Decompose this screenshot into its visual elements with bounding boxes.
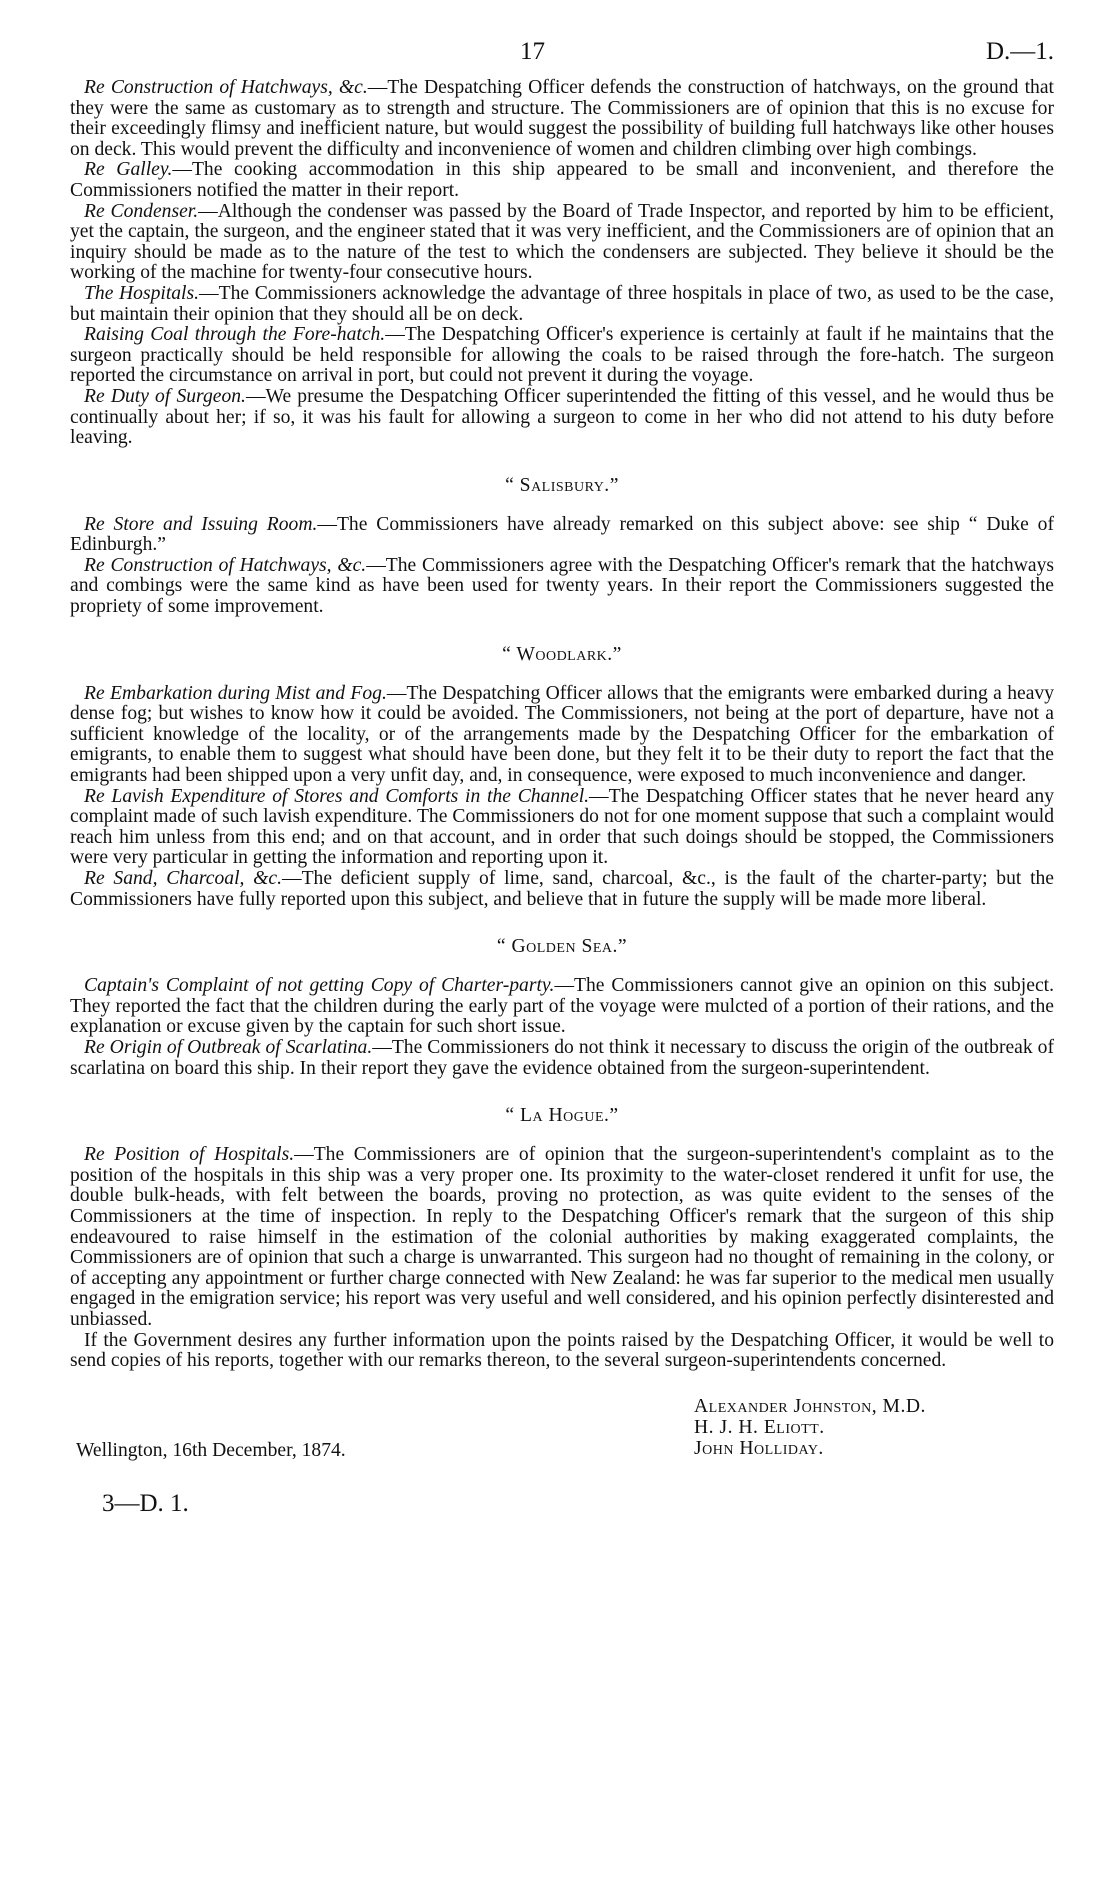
remark-paragraph xyxy=(70,869,1054,910)
remark-lead: Re Store and Issuing Room. xyxy=(84,513,318,535)
remark-text: If the Government desires any further information upon the points raised by the Despatching Officer, it would be well to send copies of his reports, together with our remarks thereon, to the several surgeon-superintendents concerned. xyxy=(70,1329,1054,1372)
remark-paragraph xyxy=(70,78,1054,160)
remark-lead: Re Construction of Hatchways, &c. xyxy=(84,554,367,576)
remark-paragraph xyxy=(70,1331,1054,1372)
ship-section-title: “ La Hogue.” xyxy=(505,1105,619,1127)
remark-paragraph xyxy=(70,325,1054,387)
ship-section-title: “ Woodlark.” xyxy=(502,643,622,665)
remark-text: —The Commissioners are of opinion that the surgeon-superintendent's complaint as to the position of the hospitals in this ship was a very proper one. Its proximity to the water-closet rendered it unfit for use, the double bulk-heads, with felt between the boards, proving no protection, as was quite evident to the senses of the Commissioners at the time of inspection. In reply to the Despatching Officer's remark that the surgeon of this ship endeavoured to raise himself in the estimation of the colonial authorities by making exaggerated complaints, the Commissioners are of opinion that such a charge is unwarranted. This surgeon had no thought of remaining in the colony, or of accepting any appointment or further charge connected with New Zealand: he was far superior to the medical men usually engaged in the emigration service; his report was very useful and well considered, and his opinion perfectly disinterested and unbiassed. xyxy=(70,1144,1054,1330)
remark-lead: Re Condenser. xyxy=(84,200,199,222)
remark-paragraph xyxy=(70,787,1054,869)
signatory: Alexander Johnston, M.D. xyxy=(694,1395,926,1417)
remark-text: —We presume the Despatching Officer superintended the fitting of this vessel, and he would thus be continually about her; if so, it was his fault for allowing a surgeon to come in her who did not attend to his duty before leaving. xyxy=(70,385,1054,449)
remark-text: —The Despatching Officer's experience is certainly at fault if he maintains that the surgeon practically should be held responsible for allowing the coals to be raised through the fore-hatch. The surgeon reported the circumstance on arrival in port, but could not prevent it during the voyage. xyxy=(70,324,1054,387)
remark-lead: Re Sand, Charcoal, &c. xyxy=(84,868,282,889)
remark-lead: Captain's Complaint of not getting Copy of Charter-party. xyxy=(84,975,555,997)
remark-paragraph xyxy=(70,1145,1054,1330)
ship-section-title: “ Salisbury.” xyxy=(505,474,619,496)
remark-text: —The Commissioners agree with the Despatching Officer's remark that the hatchways and combings were the same kind as have been used for twenty years. In their report the Commissioners suggested the propriety of some improvement. xyxy=(70,554,1054,618)
place-date: Wellington, 16th December, 1874. xyxy=(76,1439,346,1461)
remark-paragraph xyxy=(70,202,1054,284)
remark-lead: The Hospitals. xyxy=(84,282,200,304)
signature-block xyxy=(70,1396,1054,1476)
page-header xyxy=(70,30,1054,78)
remark-lead: Re Construction of Hatchways, &c. xyxy=(84,77,368,98)
remark-paragraph xyxy=(70,160,1054,201)
remark-text: —The cooking accommodation in this ship appeared to be small and inconvenient, and therefore the Commissioners notified the matter in their report. xyxy=(70,159,1055,201)
document-reference: D.—1. xyxy=(985,38,1054,65)
document-page xyxy=(70,30,1054,1518)
remark-lead: Re Position of Hospitals. xyxy=(84,1144,295,1166)
ship-section-title: “ Golden Sea.” xyxy=(496,936,628,958)
remark-paragraph xyxy=(70,976,1054,1038)
remark-lead: Re Galley. xyxy=(84,159,173,181)
body-text xyxy=(70,78,1054,1372)
remark-text: —The Despatching Officer allows that the emigrants were embarked during a heavy dense fog; but wishes to know how it could be avoided. The Commissioners, not being at the port of departure, have not a sufficient knowledge of the locality, or of the arrangements made by the Despatching Officer for the embarkation of emigrants, to enable them to suggest what should have been done, but they felt it to be their duty to report the fact that the emigrants had been shipped upon a very unfit day, and, in consequence, were exposed to much inconvenience and danger. xyxy=(70,682,1054,787)
remark-text: —The Commissioners have already remarked on this subject above: see ship “ Duke of Edinburgh.” xyxy=(70,513,1054,556)
page-number: 17 xyxy=(520,38,545,65)
remark-lead: Re Embarkation during Mist and Fog. xyxy=(84,682,387,704)
remark-text: —Although the condenser was passed by the Board of Trade Inspector, and reported by him to be efficient, yet the captain, the surgeon, and the engineer stated that it was very inefficient, and the Commissioners are of opinion that an inquiry should be made as to the nature of the test to which the condensers are subjected. They believe it should be the working of the machine for twenty-four consecutive hours. xyxy=(70,200,1054,284)
remark-lead: Re Lavish Expenditure of Stores and Comforts in the Channel. xyxy=(84,785,590,807)
remark-paragraph xyxy=(70,1038,1054,1079)
remark-text: —The Commissioners acknowledge the advantage of three hospitals in place of two, as used to be the case, but maintain their opinion that they should all be on deck. xyxy=(70,282,1055,325)
remark-paragraph xyxy=(70,556,1054,618)
remark-paragraph xyxy=(70,684,1054,787)
signatory: H. J. H. Eliott. xyxy=(694,1416,825,1438)
remark-text: —The Despatching Officer states that he never heard any complaint made of such lavish expenditure. The Commissioners do not for one moment suppose that such a complaint would reach him unless from this end; and on that account, and in order that such doings should be stopped, the Commissioners were very particular in getting the information and reporting upon it. xyxy=(70,785,1054,869)
remark-paragraph xyxy=(70,284,1054,325)
signatories xyxy=(694,1396,926,1459)
remark-text: —The Commissioners cannot give an opinion on this subject. They reported the fact that the children during the early part of the voyage were mulcted of a portion of their rations, and the explanation or excuse given by the captain for such short issue. xyxy=(70,975,1054,1038)
remark-lead: Re Origin of Outbreak of Scarlatina. xyxy=(84,1036,373,1058)
remark-lead: Raising Coal through the Fore-hatch. xyxy=(84,324,386,346)
remark-paragraph xyxy=(70,515,1054,556)
footer-code: 3—D. 1. xyxy=(102,1489,189,1517)
remark-text: —The deficient supply of lime, sand, charcoal, &c., is the fault of the charter-party; but the Commissioners have fully reported upon this subject, and believe that in future the supply will be made more liberal. xyxy=(70,868,1055,910)
remark-text: —The Despatching Officer defends the construction of hatchways, on the ground that they were the same as customary as to strength and structure. The Commissioners are of opinion that this is no excuse for their exceedingly flimsy and inefficient nature, but would suggest the possibility of building full hatchways like other houses on deck. This would prevent the difficulty and inconvenience of women and children climbing over high combings. xyxy=(70,77,1054,160)
remark-paragraph xyxy=(70,387,1054,449)
remark-lead: Re Duty of Surgeon. xyxy=(84,385,246,407)
remark-text: —The Commissioners do not think it necessary to discuss the origin of the outbreak of scarlatina on board this ship. In their report they gave the evidence obtained from the surgeon-superintendent. xyxy=(70,1036,1054,1079)
signatory: John Holliday. xyxy=(694,1437,824,1459)
